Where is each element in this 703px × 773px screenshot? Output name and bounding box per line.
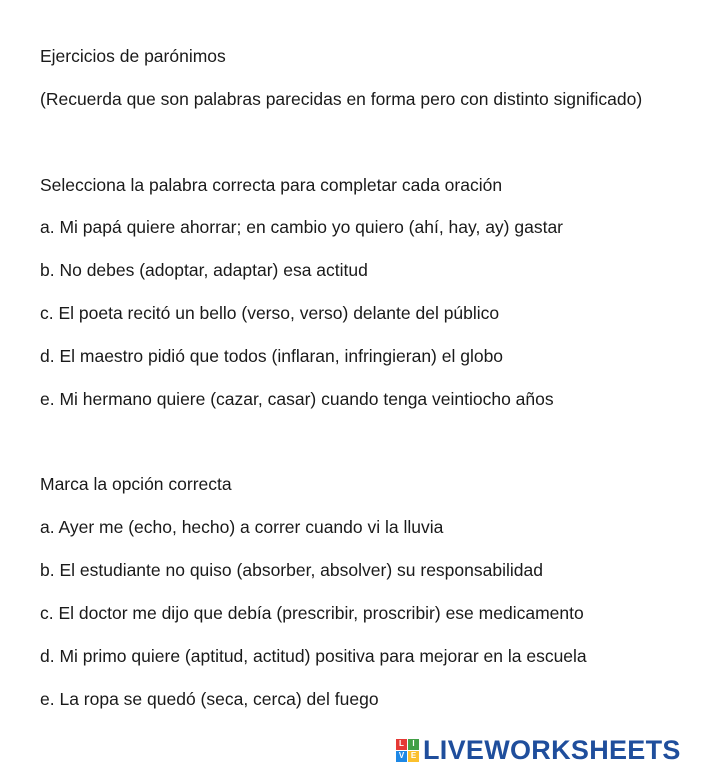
logo-tile-e: E	[408, 751, 419, 762]
section1-item-a: a. Mi papá quiere ahorrar; en cambio yo quiero (ahí, hay, ay) gastar	[40, 217, 564, 237]
section2-item-d: d. Mi primo quiere (aptitud, actitud) positiva para mejorar en la escuela	[40, 646, 587, 666]
liveworksheets-logo-icon	[396, 739, 419, 762]
section1-item-e: e. Mi hermano quiere (cazar, casar) cuando tenga veintiocho años	[40, 389, 554, 409]
logo-tile-i: I	[408, 739, 419, 750]
liveworksheets-brand[interactable]	[396, 736, 681, 764]
section1-item-d: d. El maestro pidió que todos (inflaran, infringieran) el globo	[40, 346, 504, 366]
logo-tile-l: L	[396, 739, 407, 750]
section2-instruction: Marca la opción correcta	[40, 474, 232, 494]
section2-item-c: c. El doctor me dijo que debía (prescribir, proscribir) ese medicamento	[40, 603, 584, 623]
section2-item-a: a. Ayer me (echo, hecho) a correr cuando vi la lluvia	[40, 517, 444, 537]
section2-item-b: b. El estudiante no quiso (absorber, absolver) su responsabilidad	[40, 560, 543, 580]
logo-tile-v: V	[396, 751, 407, 762]
section2-item-e: e. La ropa se quedó (seca, cerca) del fuego	[40, 689, 379, 709]
section1-item-b: b. No debes (adoptar, adaptar) esa actitud	[40, 260, 368, 280]
worksheet-note: (Recuerda que son palabras parecidas en forma pero con distinto significado)	[40, 89, 643, 109]
section1-item-c: c. El poeta recitó un bello (verso, verso) delante del público	[40, 303, 500, 323]
worksheet-title: Ejercicios de parónimos	[40, 46, 226, 66]
section1-instruction: Selecciona la palabra correcta para completar cada oración	[40, 175, 503, 195]
brand-name: LIVEWORKSHEETS	[423, 735, 681, 765]
